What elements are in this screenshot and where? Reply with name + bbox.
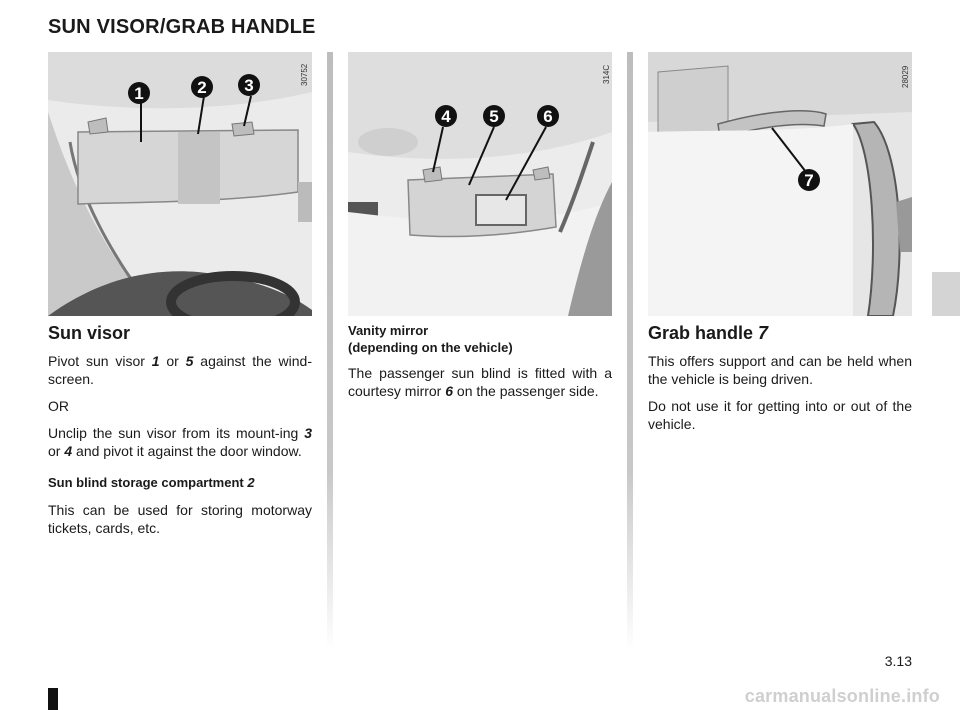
- svg-text:6: 6: [543, 107, 553, 126]
- figure-ref-code: 28029: [901, 65, 910, 88]
- sun-visor-illustration: [48, 52, 312, 316]
- column-divider-right: [627, 52, 633, 650]
- figure-ref-code: 314C: [602, 64, 611, 84]
- paragraph-or: OR: [48, 398, 69, 414]
- watermark: carmanualsonline.info: [744, 686, 940, 706]
- sub-heading-storage: Sun blind storage compartment 2: [48, 475, 255, 490]
- section-heading-grab-handle: Grab handle 7: [648, 323, 769, 343]
- page-title: SUN VISOR/GRAB HANDLE: [48, 16, 316, 38]
- svg-text:5: 5: [489, 107, 499, 126]
- paragraph: This can be used for storing motorway tickets, cards, etc.: [48, 502, 312, 536]
- column-vanity-mirror: [348, 322, 612, 409]
- grab-handle-illustration: [648, 52, 912, 316]
- callout-1: [128, 82, 150, 104]
- callout-7: [798, 169, 820, 191]
- callout-4: [435, 105, 457, 127]
- figure-ref-code: 30752: [300, 63, 309, 86]
- callout-5: [483, 105, 505, 127]
- svg-text:2: 2: [197, 78, 207, 97]
- svg-text:3: 3: [244, 76, 254, 95]
- figure-sun-visor: [48, 52, 312, 316]
- sub-heading-vanity-mirror: Vanity mirror (depending on the vehicle): [348, 323, 513, 355]
- paragraph: Unclip the sun visor from its mount-ing 3 or 4 and pivot it against the door window.: [48, 425, 312, 459]
- paragraph: This offers support and can be held when the vehicle is being driven.: [648, 353, 912, 387]
- callout-6: [537, 105, 559, 127]
- svg-text:7: 7: [804, 171, 814, 190]
- vanity-mirror-illustration: [348, 52, 612, 316]
- column-divider-left: [327, 52, 333, 650]
- section-heading-sun-visor: Sun visor: [48, 323, 131, 343]
- svg-text:1: 1: [134, 84, 144, 103]
- page-number: 3.13: [884, 653, 912, 669]
- callout-2: [191, 76, 213, 98]
- figure-grab-handle: [648, 52, 912, 316]
- page-edge-marker: [48, 688, 58, 710]
- paragraph: Do not use it for getting into or out of the vehicle.: [648, 398, 912, 432]
- callout-3: [238, 74, 260, 96]
- column-sun-visor: [48, 322, 312, 546]
- paragraph: The passenger sun blind is fitted with a courtesy mirror 6 on the passenger side.: [348, 365, 612, 399]
- column-grab-handle: [648, 322, 912, 442]
- svg-text:4: 4: [441, 107, 451, 126]
- chapter-thumb-tab: [932, 272, 960, 316]
- figure-vanity-mirror: [348, 52, 612, 316]
- paragraph: Pivot sun visor 1 or 5 against the wind-screen.: [48, 353, 312, 387]
